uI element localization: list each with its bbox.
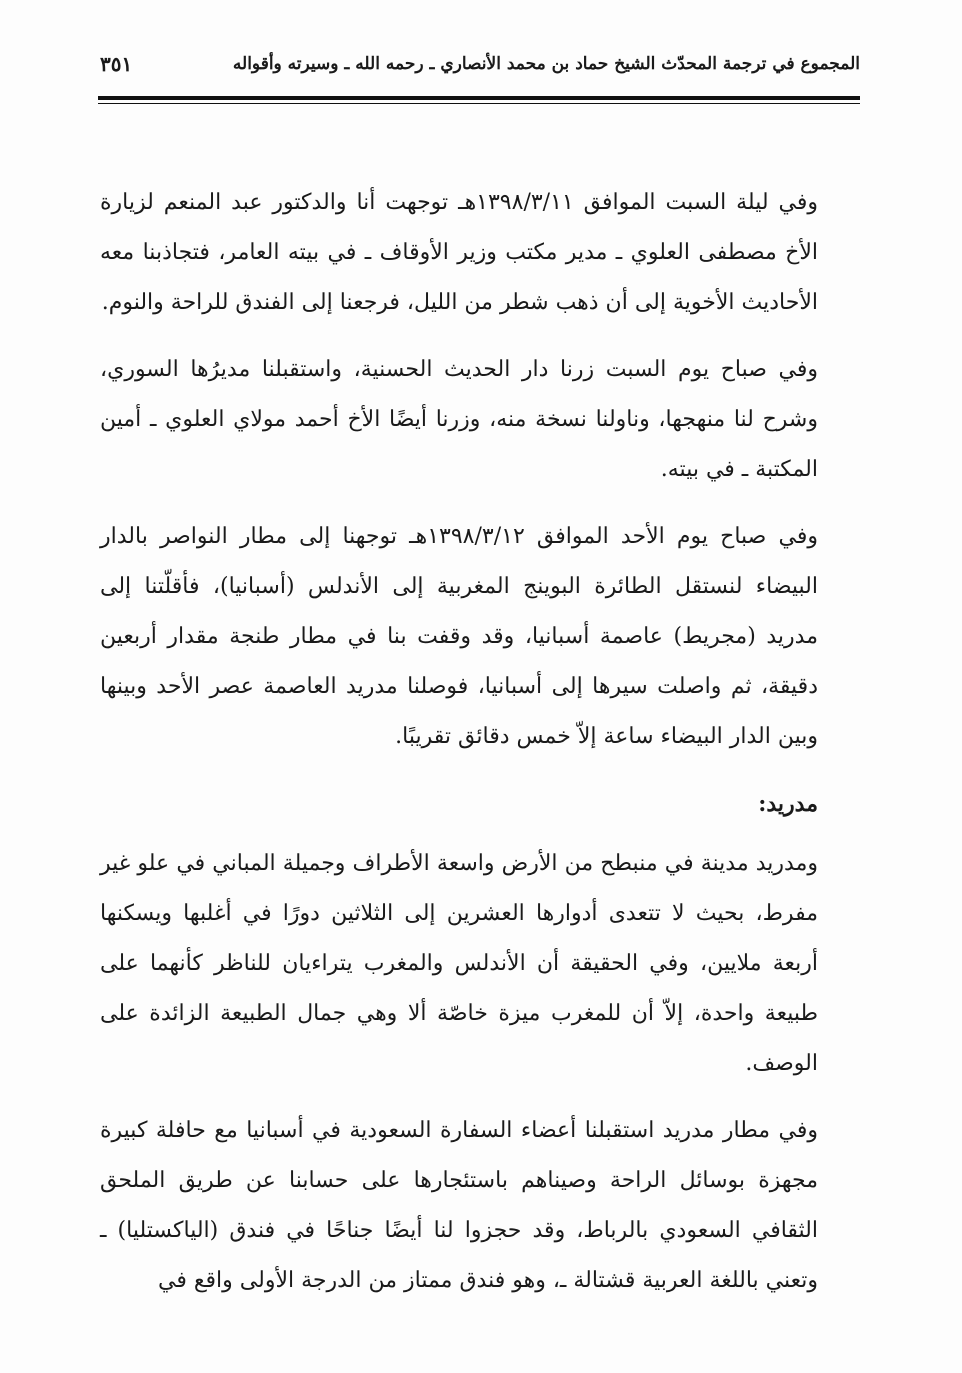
- section-heading-madrid: مدريد:: [758, 791, 818, 817]
- paragraph-night-visit: وفي ليلة السبت الموافق ١٣٩٨/٣/١١هـ توجهت أنا والدكتور عبد المنعم لزيارة الأخ مصطفى العلوي ـ مدير مكتب وزير الأوقاف ـ في بيته العامر، فتجاذبنا معه الأحاديث الأخوية إلى أن ذهب شطر من الليل، فرجعنا إلى الفندق للراحة والنوم.: [100, 190, 818, 315]
- paragraph-madrid-description: ومدريد مدينة في منبطح من الأرض واسعة الأطراف وجميلة المباني في علو غير مفرط، بحيث لا تتعدى أدوارها العشرين إلى الثلاثين دورًا في أغلبها ويسكنها أربعة ملايين، وفي الحقيقة أن الأندلس والمغرب يتراءيان للناظر كأنهما على طبيعة واحدة، إلاّ أن للمغرب ميزة خاصّة ألا وهي جمال الطبيعة الزائدة على الوصف.: [100, 851, 818, 1076]
- paragraph-flight-madrid: وفي صباح يوم الأحد الموافق ١٣٩٨/٣/١٢هـ توجهنا إلى مطار النواصر بالدار البيضاء لنستقل الطائرة البوينج المغربية إلى الأندلس (أسبانيا)، فأقلّتنا إلى مدريد (مجريط) عاصمة أسبانيا، وقد وقفت بنا في مطار طنجة مقدار أربعين دقيقة، ثم واصلت سيرها إلى أسبانيا، فوصلنا مدريد العاصمة عصر الأحد وبينها وبين الدار البيضاء ساعة إلاّ خمس دقائق تقريبًا.: [100, 524, 818, 749]
- paragraph-embassy-reception: وفي مطار مدريد استقبلنا أعضاء السفارة السعودية في أسبانيا مع حافلة كبيرة مجهزة بوسائل الراحة وصيناهم باستئجارها على حسابنا عن طريق الملحق الثقافي السعودي بالرباط، وقد حجزوا لنا أيضًا جناحًا في فندق (الياكستليا) ـ وتعني باللغة العربية قشتالة ـ، وهو فندق ممتاز من الدرجة الأولى واقع في: [100, 1118, 818, 1293]
- header-rule-thin: [98, 103, 860, 104]
- page-number: ٣٥١: [100, 52, 133, 76]
- header-rule-thick: [98, 96, 860, 100]
- running-title: المجموع في ترجمة المحدّث الشيخ حماد بن محمد الأنصاري ـ رحمه الله ـ وسيرته وأقواله: [232, 54, 860, 74]
- paragraph-hadith-house: وفي صباح يوم السبت زرنا دار الحديث الحسنية، واستقبلنا مديرُها السوري، وشرح لنا منهجها، وناولنا نسخة منه، وزرنا أيضًا الأخ أحمد مولاي العلوي ـ أمين المكتبة ـ في بيته.: [100, 357, 818, 482]
- page-header: [100, 44, 860, 84]
- body-text: [100, 178, 818, 1323]
